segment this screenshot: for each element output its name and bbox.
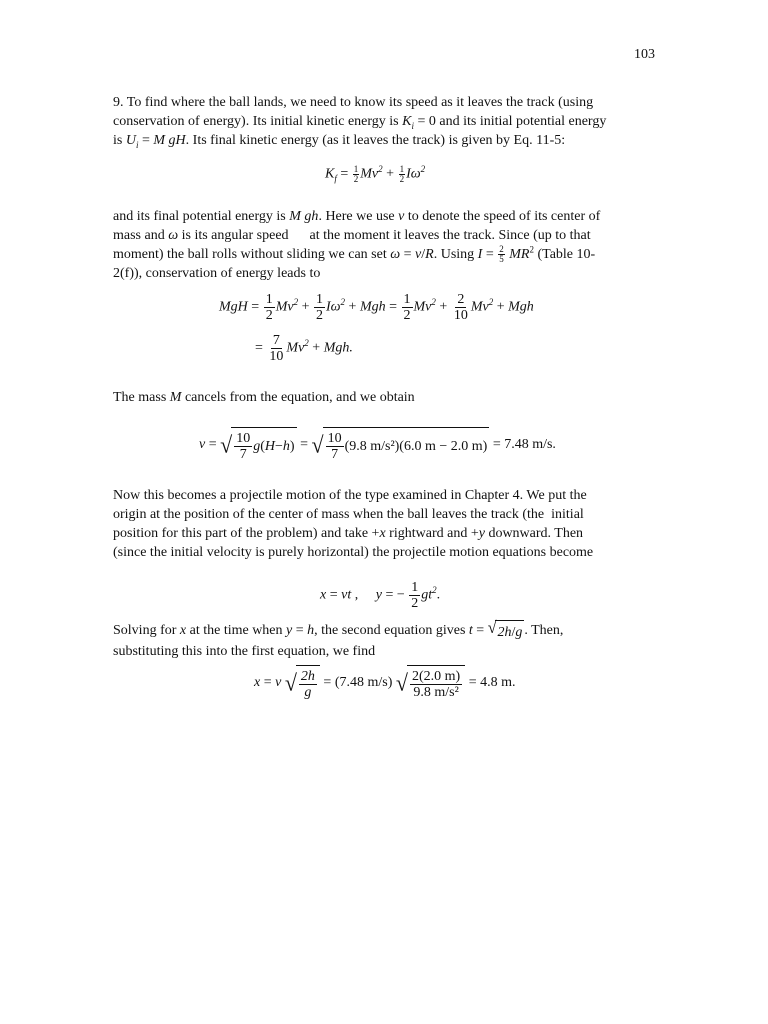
paragraph-line: 9. To find where the ball lands, we need to know its speed as it leaves the track (using — [113, 95, 594, 110]
paragraph-line: mass and ω is its angular speed at the moment it leaves the track. Since (up to that — [113, 228, 591, 243]
paragraph-line: The mass M cancels from the equation, and we obtain — [113, 390, 415, 405]
equation-speed: v = √ $\frac{10}{7}$ g ( H − h ) = √ $\frac{10}{7}$ (9.8 m/s²)(6.0 m − 2.0 m) = 7.48 m/s. — [199, 427, 556, 463]
paragraph-projectile — [113, 486, 655, 562]
equation-projectile-motion: x = vt , y = − $\frac{1}{2}$ $gt^2$. — [320, 580, 441, 611]
paragraph-line: origin at the position of the center of mass when the ball leaves the track (the initial — [113, 507, 584, 522]
equation-landing-distance: x = v √ $\frac{2h}{g}$ = (7.48 m/s) √ $\frac{2(2.0 m)}{\text{9.8 m/s²}}$ = 4.8 m. — [254, 665, 515, 701]
paragraph-line: Now this becomes a projectile motion of the type examined in Chapter 4. We put the — [113, 488, 587, 503]
paragraph-mass-cancels — [113, 388, 655, 407]
paragraph-line: substituting this into the first equation, we find — [113, 644, 376, 659]
landing-speed: (7.48 m/s) — [334, 675, 393, 691]
equation-final-kinetic-energy: $K_f$ = $\frac{1}{2}$ Mv$^2$ + $\frac{1}{2}$ $I\omega^2$ — [325, 164, 426, 184]
paragraph-line: (since the initial velocity is purely horizontal) the projectile motion equations become — [113, 545, 594, 560]
paragraph-line: is $U_i = M$ gH. Its final kinetic energy (as it leaves the track) is given by Eq. 11-5: — [113, 133, 566, 150]
landing-result: = 4.8 m. — [468, 675, 516, 691]
equation-energy-conservation-row1: MgH = $\frac{1}{2}$ Mv$^2$ + $\frac{1}{2}$ $I\omega^2$ + Mgh = $\frac{1}{2}$ Mv$^2$ + $\frac{2}{10}$ Mv$^2$ + Mgh — [219, 292, 534, 323]
speed-values: (9.8 m/s²)(6.0 m − 2.0 m) — [344, 438, 488, 454]
landing-denominator: 9.8 m/s² — [413, 685, 459, 700]
page-number: 103 — [634, 47, 655, 62]
paragraph-line: and its final potential energy is M gh. Here we use v to denote the speed of its center of — [113, 209, 601, 224]
landing-numerator: 2(2.0 m) — [411, 669, 461, 684]
paragraph-potential-energy — [113, 207, 655, 283]
speed-result: = 7.48 m/s. — [492, 437, 556, 453]
paragraph-line: moment) the ball rolls without sliding we can set ω = v/R. Using I = $\frac{2}{5}$ $MR^2$ (Table 10- — [113, 244, 596, 265]
paragraph-line: Solving for x at the time when y = h, the second equation gives t = √ 2h / g . Then, — [113, 619, 564, 640]
paragraph-intro — [113, 93, 655, 150]
paragraph-line: 2(f)), conservation of energy leads to — [113, 266, 321, 282]
paragraph-line: conservation of energy). Its initial kinetic energy is $K_i = 0$ and its initial potential energy — [113, 114, 607, 131]
equation-energy-conservation-row2: = $\frac{7}{10}$ Mv$^2$ + Mgh. — [255, 333, 353, 364]
paragraph-solving — [113, 620, 655, 661]
paragraph-line: position for this part of the problem) and take +x rightward and +y downward. Then — [113, 526, 584, 541]
